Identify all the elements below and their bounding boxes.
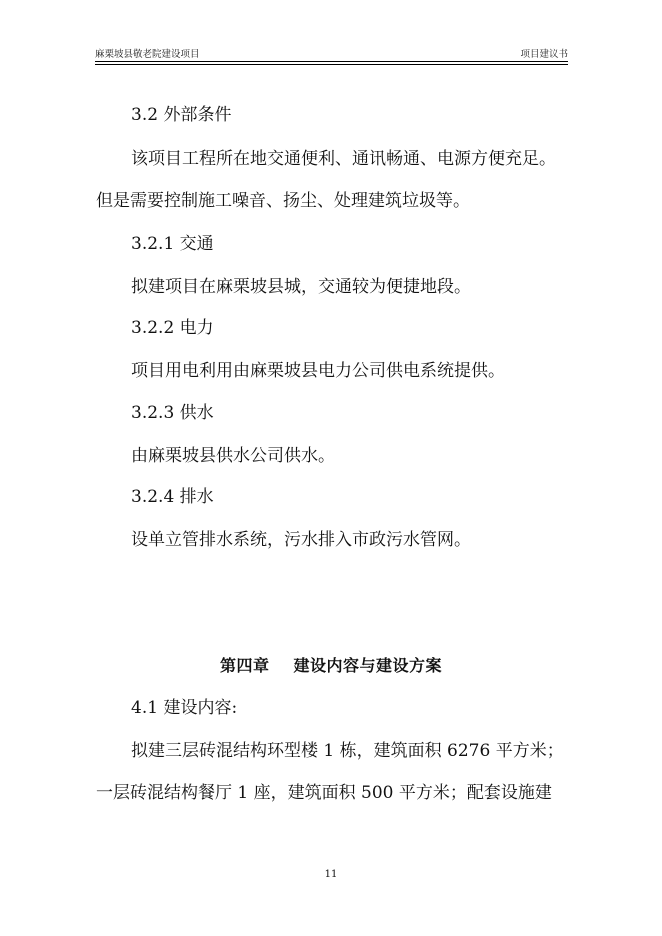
page-number: 11 (324, 869, 338, 880)
section-4-1-text-line-1: 拟建三层砖混结构环型楼 1 栋，建筑面积 6276 平方米； (131, 741, 564, 761)
section-4-1-title: 4.1 建设内容: (131, 698, 238, 718)
section-3-2-3-text: 由麻栗坡县供水公司供水。 (131, 446, 335, 466)
page-header (95, 44, 568, 62)
header-rule (95, 61, 568, 62)
section-4-1-text-line-2: 一层砖混结构餐厅 1 座，建筑面积 500 平方米；配套设施建 (96, 783, 552, 803)
section-3-2-4-text: 设单立管排水系统，污水排入市政污水管网。 (131, 530, 471, 550)
section-3-2-2-text: 项目用电利用由麻栗坡县电力公司供电系统提供。 (131, 361, 505, 381)
section-3-2-2-title: 3.2.2 电力 (131, 318, 214, 338)
header-document-type: 项目建议书 (520, 49, 568, 60)
chapter-number: 第四章 (219, 656, 270, 675)
header-project-name: 麻栗坡县敬老院建设项目 (95, 49, 200, 60)
chapter-heading (0, 655, 662, 677)
chapter-title: 建设内容与建设方案 (293, 656, 443, 675)
section-3-2-paragraph-line-1: 该项目工程所在地交通便利、通讯畅通、电源方便充足。 (131, 149, 556, 169)
section-3-2-title: 3.2 外部条件 (131, 105, 232, 125)
header-rule-thin (95, 64, 568, 65)
section-3-2-1-text: 拟建项目在麻栗坡县城，交通较为便捷地段。 (131, 277, 471, 297)
section-3-2-3-title: 3.2.3 供水 (131, 403, 214, 423)
section-3-2-paragraph-line-2: 但是需要控制施工噪音、扬尘、处理建筑垃圾等。 (96, 191, 470, 211)
section-3-2-1-title: 3.2.1 交通 (131, 234, 214, 254)
section-3-2-4-title: 3.2.4 排水 (131, 487, 214, 507)
